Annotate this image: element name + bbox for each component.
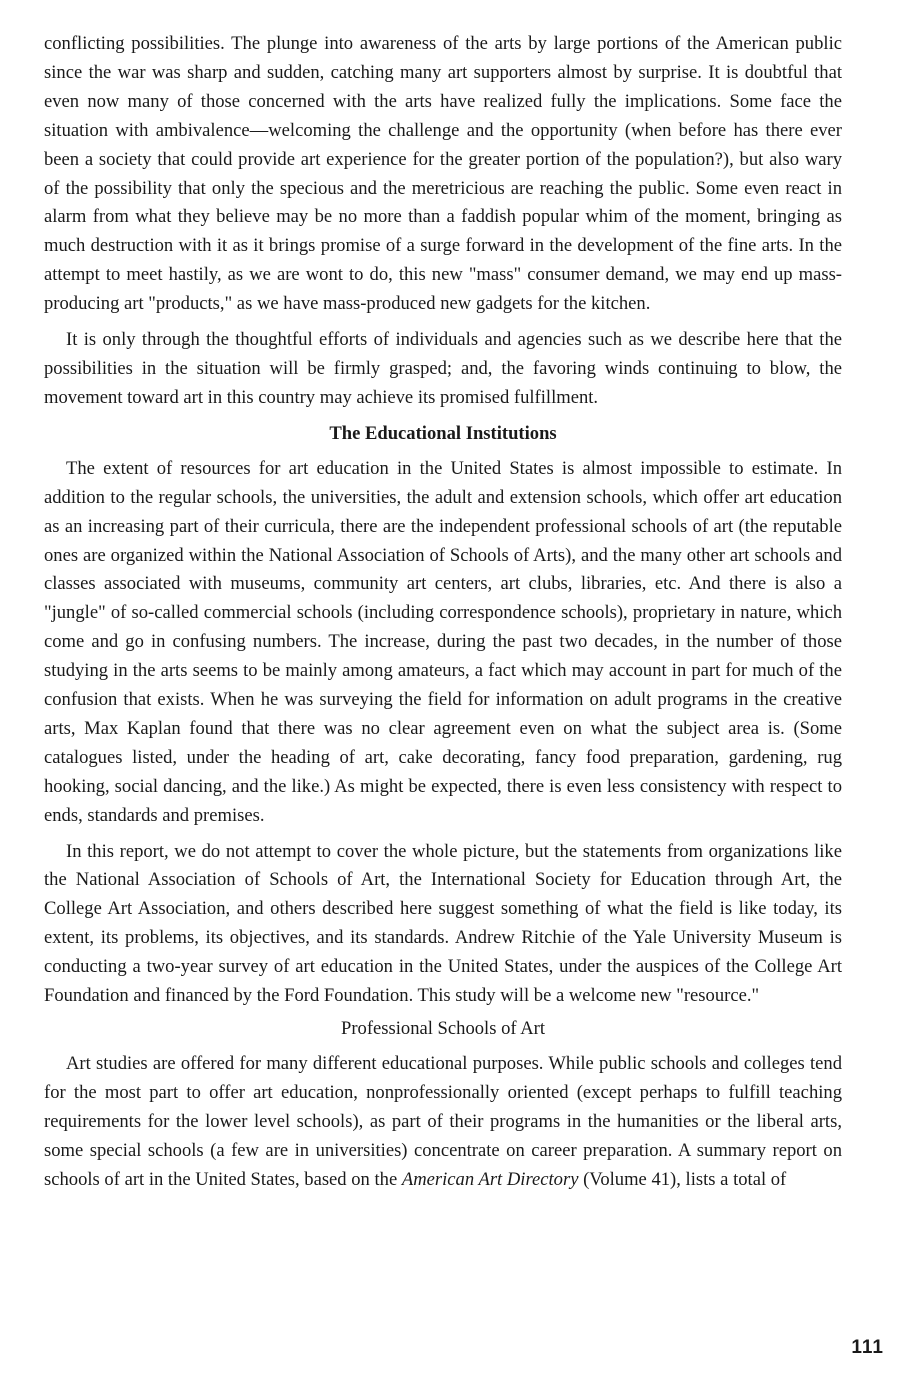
paragraph-this-report: In this report, we do not attempt to cover the whole picture, but the statements from organizations like the National Association of Schools of Art, the International Society for Education through Art, the College Art Association, and others described here suggest something of what the field is like today, its extent, its problems, its objectives, and its standards. Andrew Ritchie of the Yale University Museum is conducting a two-year survey of art education in the United States, under the auspices of the College Art Foundation and financed by the Ford Foundation. This study will be a welcome new "resource." [44,840,842,1007]
paragraph-continuation: conflicting possibilities. The plunge into awareness of the arts by large portions of the American public since the war was sharp and sudden, catching many art supporters almost by surprise. It is doubtful that even now many of those concerned with the arts have realized fully the implications. Some face the situation with ambivalence—welcoming the challenge and the opportunity (when before has there ever been a society that could provide art experience for the greater portion of the population?), but also wary of the possibility that only the specious and the meretricious are reaching the public. Some even react in alarm from what they believe may be no more than a faddish popular whim of the moment, bringing as much destruction with it as it brings promise of a surge forward in the development of the fine arts. In the attempt to meet hastily, as we are wont to do, this new "mass" consumer demand, we may end up mass-producing art "products," as we have mass-produced new gadgets for the kitchen. [44,33,842,315]
paragraph-thoughtful-efforts: It is only through the thoughtful efforts of individuals and agencies such as we describe here that the possibilities in the situation will be firmly grasped; and, the favoring winds continuing to blow, the movement toward art in this country may achieve its promised fulfillment. [44,329,842,408]
paragraph-art-studies-tail: (Volume 41), lists a total of [578,1168,787,1190]
section-heading-educational-institutions: The Educational Institutions [329,422,557,444]
document-page [44,30,842,1195]
paragraph-art-studies [44,1050,842,1195]
section-heading-professional-schools: Professional Schools of Art [340,1018,545,1039]
paragraph-art-studies-text: Art studies are offered for many different educational purposes. While public schools and colleges tend for the most part to offer art education, nonprofessionally oriented (except perhaps to fulfill teaching requirements for the lower level schools), as part of their programs in the humanities or the liberal arts, some special schools (a few are in universities) concentrate on career preparation. A summary report on schools of art in the United States, based on the [44,1053,842,1190]
page-number: 111 [851,1337,884,1358]
paragraph-extent-of-resources: The extent of resources for art education in the United States is almost impossible to estimate. In addition to the regular schools, the universities, the adult and extension schools, which offer art education as an increasing part of their curricula, there are the independent professional schools of art (the reputable ones are organized within the National Association of Schools of Arts), and the many other art schools and classes associated with museums, community art centers, art clubs, libraries, etc. And there is also a "jungle" of so-called commercial schools (including correspondence schools), proprietary in nature, which come and go in confusing numbers. The increase, during the past two decades, in the number of those studying in the arts seems to be mainly among amateurs, a fact which may account in part for much of the confusion that exists. When he was surveying the field for information on adult programs in the creative arts, Max Kaplan found that there was no clear agreement even on what the subject area is. (Some catalogues listed, under the heading of art, cake decorating, fancy food preparation, gardening, rug hooking, social dancing, and the like.) As might be expected, there is even less consistency with respect to ends, standards and premises. [44,457,842,826]
book-title-american-art-directory: American Art Directory [401,1168,579,1190]
